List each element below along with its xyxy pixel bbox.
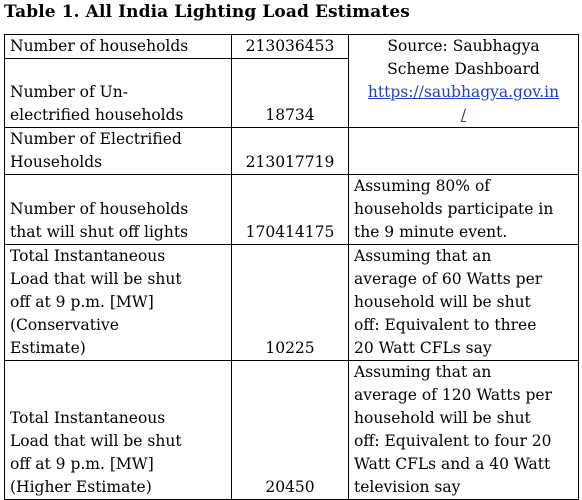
row-note: Assuming that an average of 120 Watts per household will be shut off: Equivalent to four 20 Watt CFLs and a 40 Watt television say (349, 361, 579, 500)
row-note: Assuming that an average of 60 Watts per household will be shut off: Equivalent to three 20 Watt CFLs say (349, 245, 579, 361)
source-text: Source: Saubhagya (387, 37, 540, 55)
table-row (5, 175, 579, 245)
table-row (5, 128, 579, 175)
table-caption: Table 1. All India Lighting Load Estimates (4, 2, 410, 22)
source-link[interactable]: https://saubhagya.gov.in (367, 83, 560, 101)
row-value: 213017719 (232, 128, 349, 175)
row-label: Number of Un- electrified households (5, 59, 232, 128)
row-note (349, 128, 579, 175)
row-label: Number of Electrified Households (5, 128, 232, 175)
lighting-load-table (4, 34, 579, 500)
table-row (5, 35, 579, 59)
row-note: Assuming 80% of households participate in the 9 minute event. (349, 175, 579, 245)
row-label: Number of households that will shut off lights (5, 175, 232, 245)
row-value: 18734 (232, 59, 349, 128)
row-label: Total Instantaneous Load that will be shut off at 9 p.m. [MW] (Higher Estimate) (5, 361, 232, 500)
table-row (5, 245, 579, 361)
source-cell (349, 35, 579, 128)
table-row (5, 361, 579, 500)
source-link[interactable]: / (460, 106, 467, 124)
row-value: 213036453 (232, 35, 349, 59)
row-value: 20450 (232, 361, 349, 500)
source-text: Scheme Dashboard (387, 60, 540, 78)
row-label: Number of households (5, 35, 232, 59)
row-label: Total Instantaneous Load that will be shut off at 9 p.m. [MW] (Conservative Estimate) (5, 245, 232, 361)
row-value: 170414175 (232, 175, 349, 245)
row-value: 10225 (232, 245, 349, 361)
